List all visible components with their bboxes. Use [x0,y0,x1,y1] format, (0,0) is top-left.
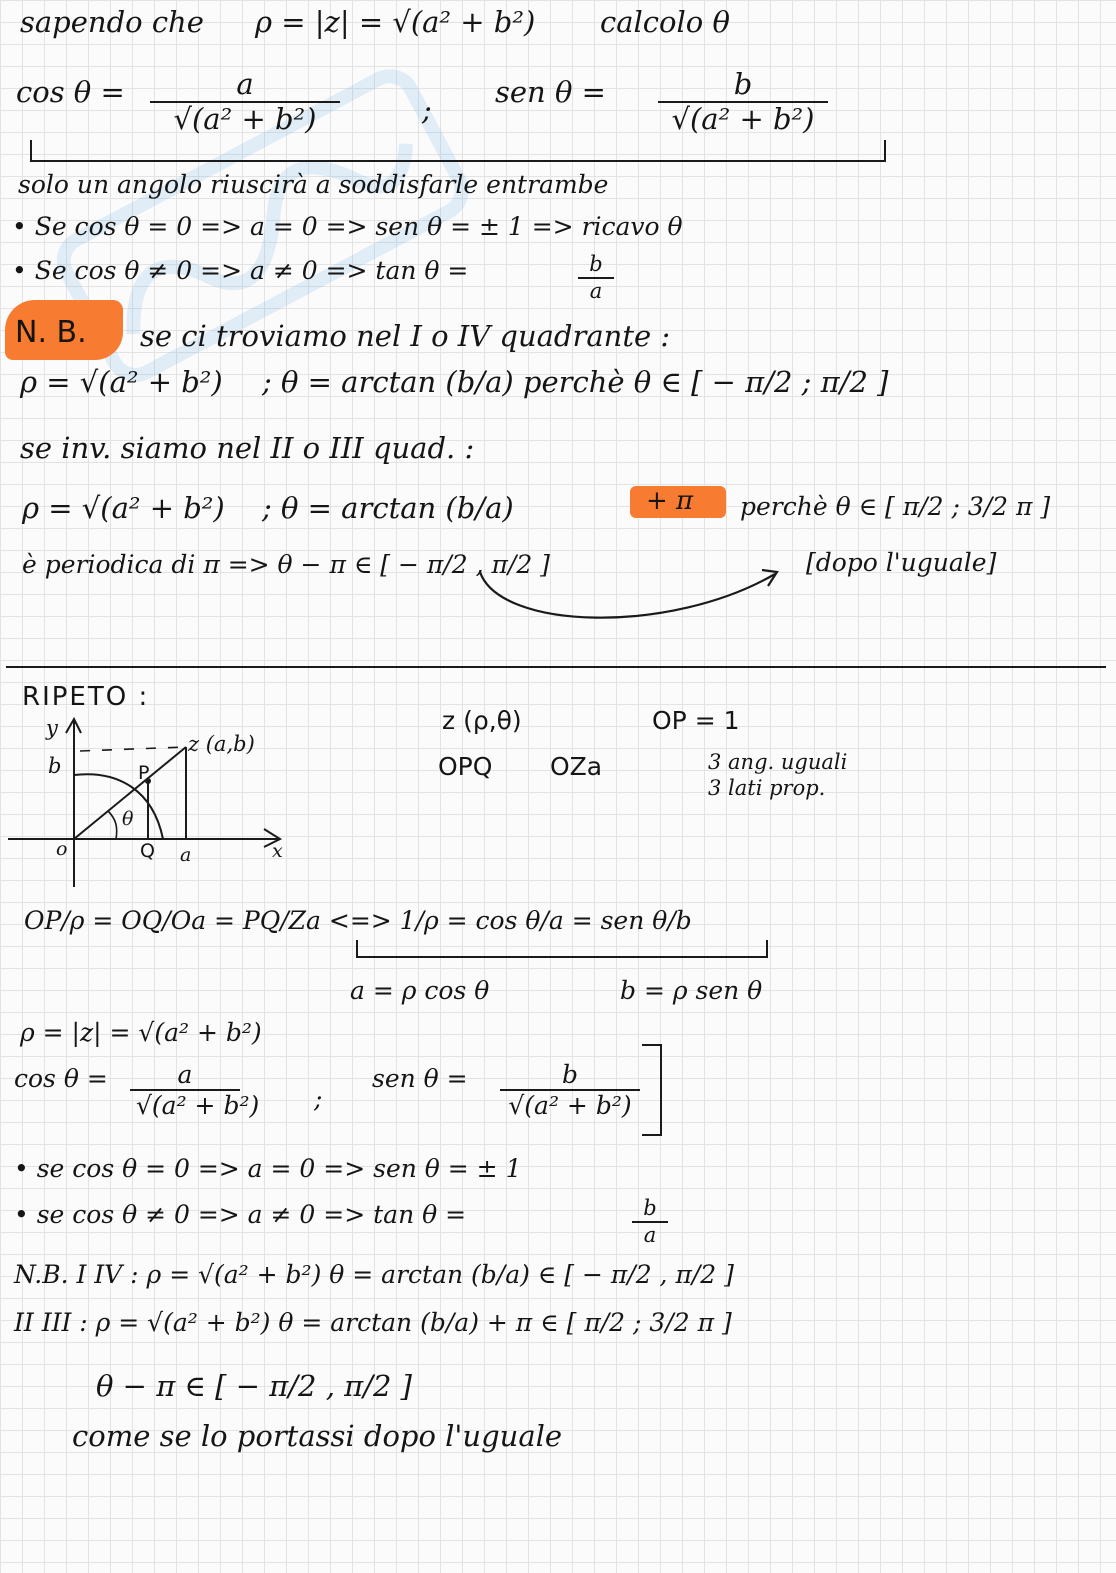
b-equation: b = ρ sen θ [620,976,763,1005]
nb2-comment: come se lo portassi dopo l'uguale [72,1419,563,1453]
proportion-bracket [356,956,768,958]
sen2-numerator: b [561,1060,578,1089]
bullet-cos-nonzero-2: • se cos θ ≠ 0 => a ≠ 0 => tan θ = [14,1200,467,1229]
origin-label: o [56,838,68,860]
bullet-cos-zero: • Se cos θ = 0 => a = 0 => sen θ = ± 1 => ricavo θ [12,212,683,241]
tan-fraction [578,254,614,302]
intro-text: sapendo che [20,5,204,39]
system-bracket-2-top [642,1044,662,1046]
sen2-fraction [500,1062,640,1118]
theta-range-2: perchè θ ∈ [ π/2 ; 3/2 π ] [740,492,1051,521]
op-equals-one: OP = 1 [652,706,740,735]
p-label: P [138,762,150,784]
periodicity-note: è periodica di π => θ − π ∈ [ − π/2 , π/2 ] [22,550,550,579]
sen-numerator: b [733,67,753,101]
cos2-lhs: cos θ = [14,1064,108,1093]
tan-numerator: b [589,252,603,276]
triangle-oza: OZa [550,752,603,781]
tan2-numerator: b [643,1196,657,1220]
system-bracket-2 [660,1044,662,1136]
system-bracket [30,160,886,162]
a-equation: a = ρ cos θ [350,976,490,1005]
proportion-bracket-right [766,940,768,958]
x-axis-label: x [272,840,283,862]
separator-2: ; [314,1084,323,1113]
nb-quadrant-note: se ci troviamo nel I o IV quadrante : [140,319,671,353]
nb2-first-fourth: N.B. I IV : ρ = √(a² + b²) θ = arctan (b/a) ∈ [ − π/2 , π/2 ] [14,1260,734,1289]
ripeto-heading: RIPETO : [22,682,150,712]
inverse-quadrant-note: se inv. siamo nel II o III quad. : [20,431,475,465]
theta-label: θ [122,808,134,830]
cos-denominator: √(a² + b²) [150,101,340,134]
sen2-denominator: √(a² + b²) [500,1089,640,1118]
rho-definition: ρ = |z| = √(a² + b²) [255,5,536,39]
system-bracket-2-bottom [642,1134,662,1136]
system-bracket-left [30,140,32,162]
tan-denominator: a [578,277,614,302]
proportion-bracket-left [356,940,358,958]
three-sides: 3 lati prop. [708,776,826,800]
sen-theta-lhs: sen θ = [495,75,606,109]
b-label: b [48,754,62,778]
z-polar: z (ρ,θ) [442,706,522,735]
z-label: z (a,b) [188,732,255,756]
nb-label: N. B. [15,315,87,350]
cos2-denominator: √(a² + b²) [130,1089,240,1118]
nb2-second-third: II III : ρ = √(a² + b²) θ = arctan (b/a) + π ∈ [ π/2 ; 3/2 π ] [14,1308,732,1337]
theta-formula-2: ; θ = arctan (b/a) [262,491,514,525]
y-axis-label: y [46,716,58,740]
three-angles: 3 ang. uguali [708,750,848,774]
section-divider [6,666,1106,668]
plus-pi: + π [646,486,694,516]
rho-formula-2: ρ = √(a² + b²) [22,491,225,525]
bullet-cos-nonzero: • Se cos θ ≠ 0 => a ≠ 0 => tan θ = [12,256,469,285]
sen2-lhs: sen θ = [372,1064,468,1093]
system-bracket-right [884,140,886,162]
triangle-opq: OPQ [438,752,493,781]
cos2-fraction [130,1060,260,1120]
rho-formula-1: ρ = √(a² + b²) [20,365,223,399]
separator: ; [422,93,432,127]
q-label: Q [140,840,155,862]
tan2-denominator: a [632,1221,668,1246]
cos-theta-fraction [150,67,340,136]
rho-modulus: ρ = |z| = √(a² + b²) [20,1018,262,1047]
cos2-numerator: a [177,1060,193,1089]
sen-theta-fraction [658,67,828,136]
sen-denominator: √(a² + b²) [658,101,828,134]
tan2-fraction [632,1198,668,1246]
proportion-equation: OP/ρ = OQ/Oa = PQ/Za <=> 1/ρ = cos θ/a = sen θ/b [24,906,692,935]
nb2-shift: θ − π ∈ [ − π/2 , π/2 ] [96,1369,412,1403]
one-angle-note: solo un angolo riuscirà a soddisfarle entrambe [18,170,609,199]
theta-formula-1: ; θ = arctan (b/a) perchè θ ∈ [ − π/2 ; π/2 ] [262,365,889,399]
cos-theta-lhs: cos θ = [16,75,125,109]
calcolo-theta: calcolo θ [600,5,730,39]
cos-numerator: a [236,67,254,101]
polar-diagram [8,715,328,895]
dopo-uguale: [dopo l'uguale] [806,548,997,577]
a-label: a [180,844,192,866]
curved-arrow [470,560,800,630]
bullet-cos-zero-2: • se cos θ = 0 => a = 0 => sen θ = ± 1 [14,1154,522,1183]
